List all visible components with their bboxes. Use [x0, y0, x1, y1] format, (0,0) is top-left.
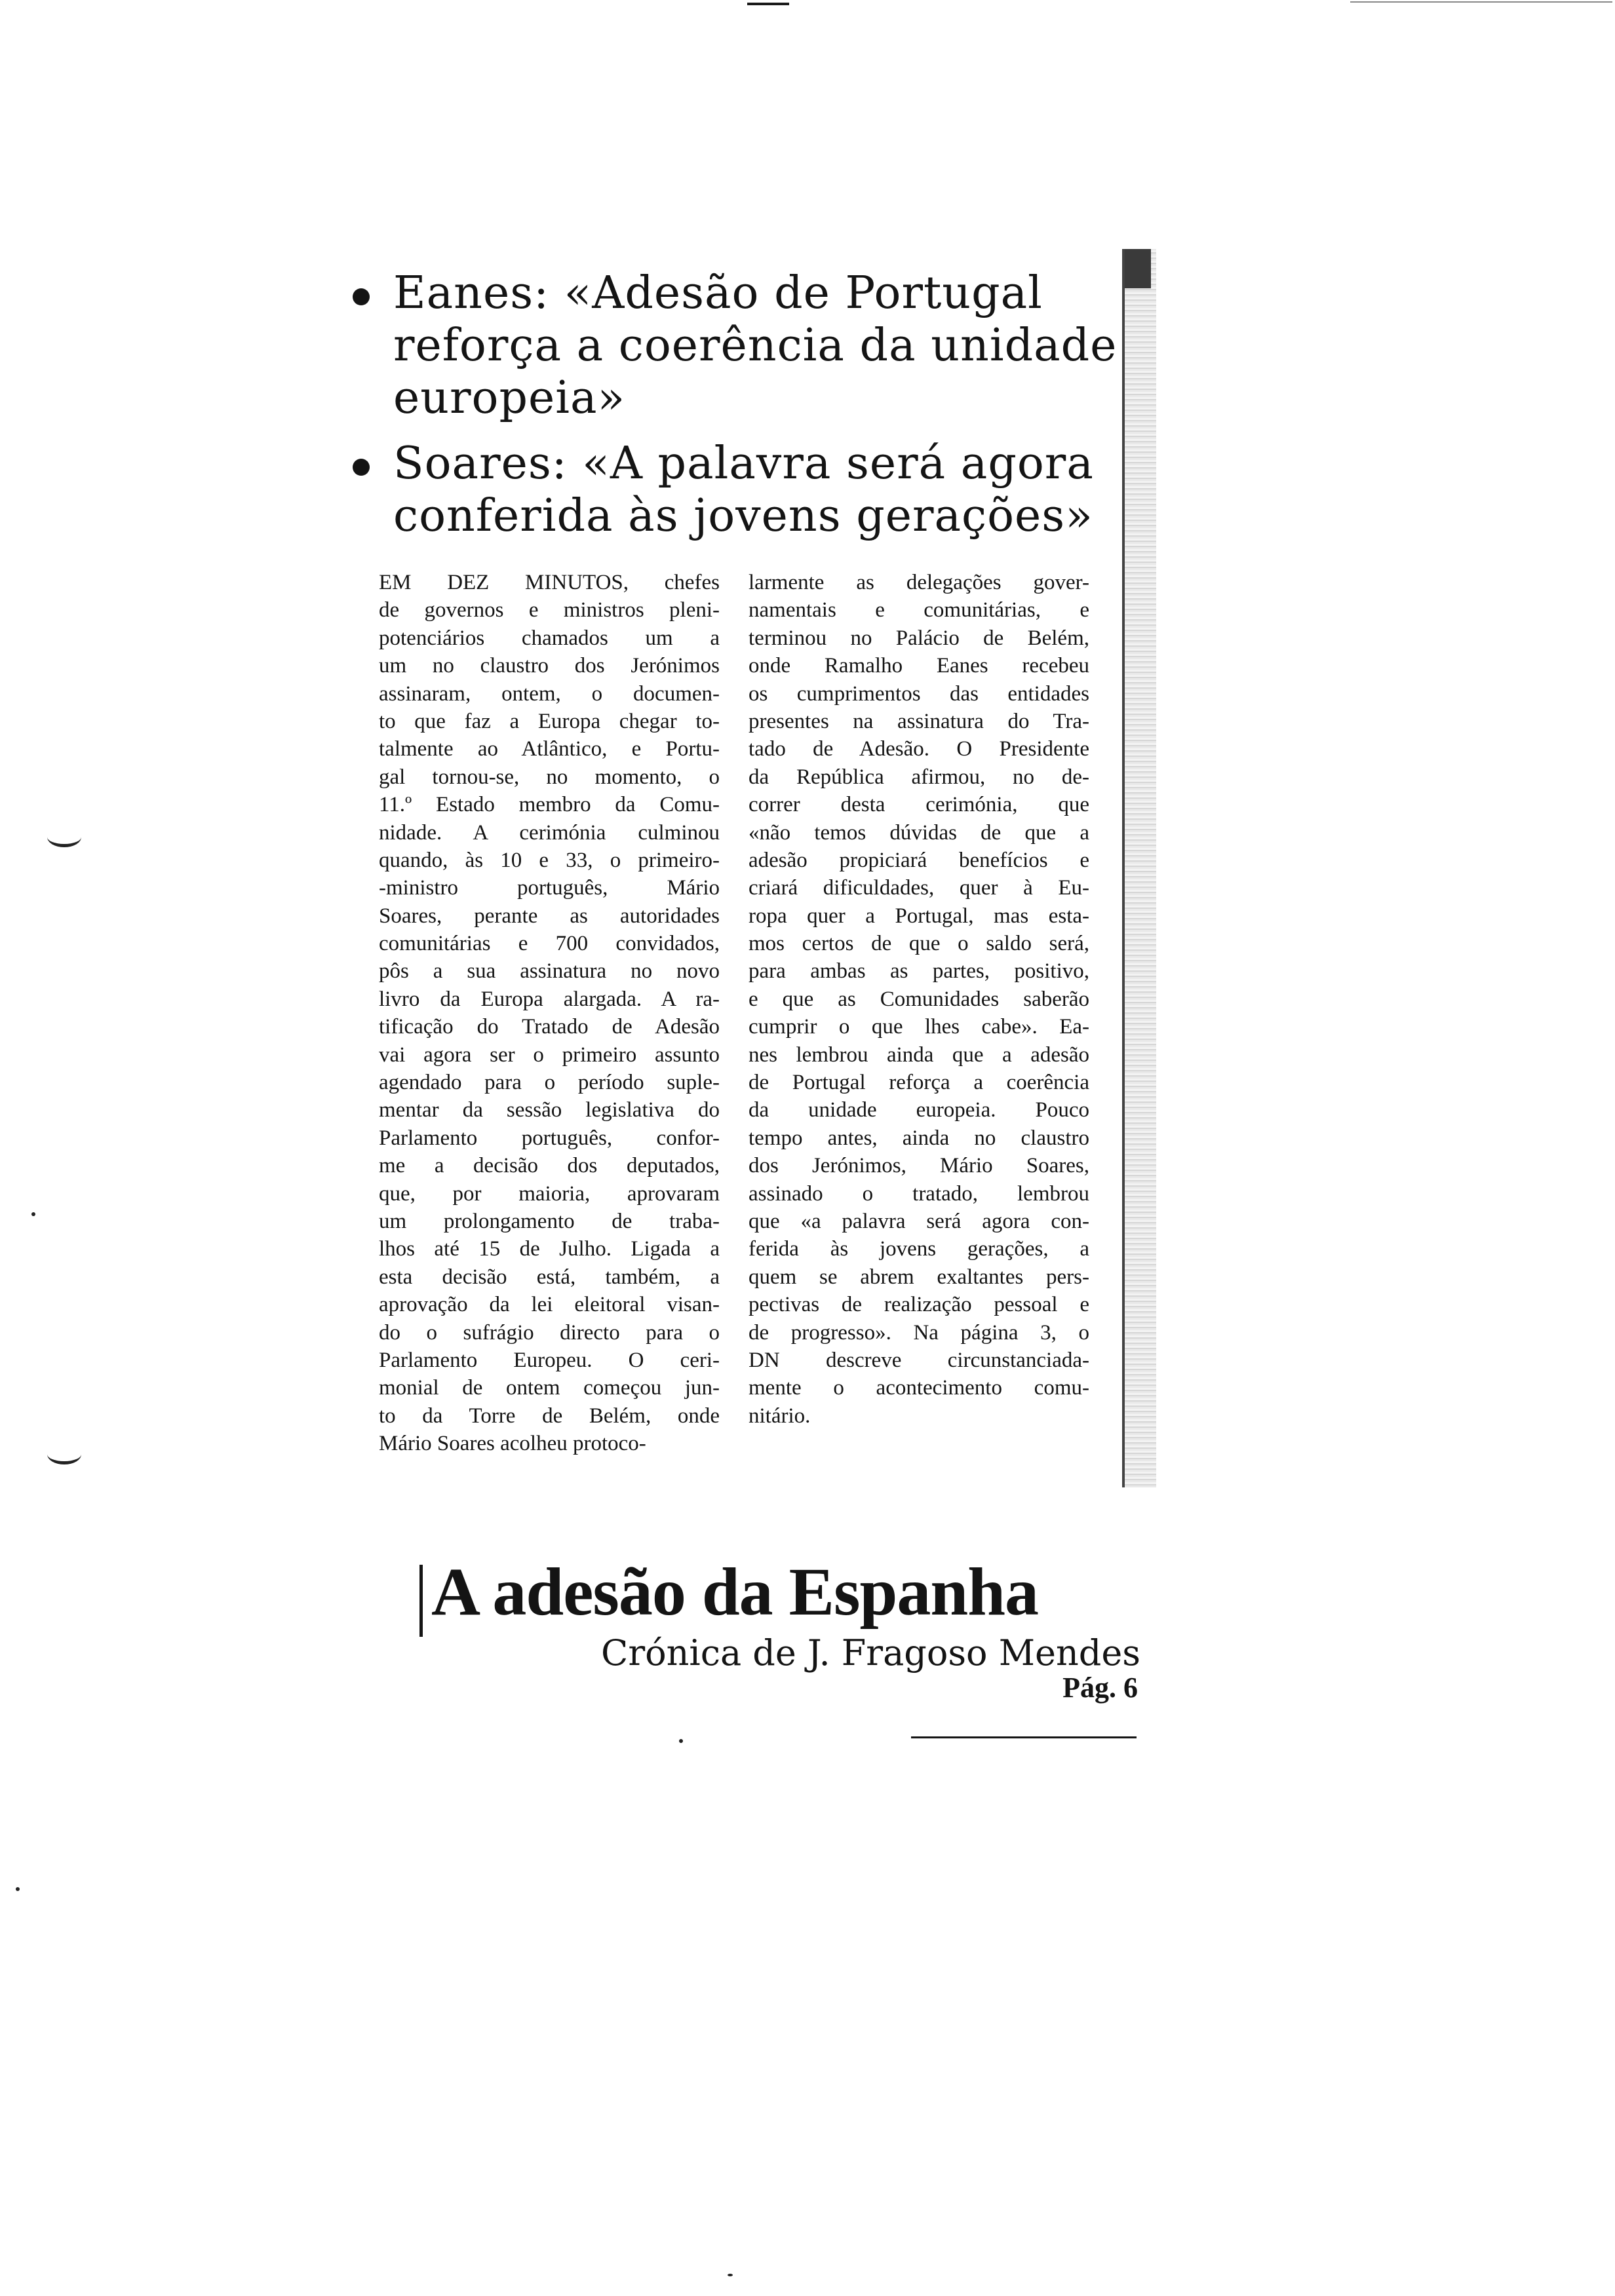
article-line: para ambas as partes, positivo,: [749, 959, 1089, 984]
teaser-byline: Crónica de J. Fragoso Mendes: [601, 1632, 1140, 1674]
article-line: aprovação da lei eleitoral visan-: [379, 1293, 720, 1317]
article-line: dos Jerónimos, Mário Soares,: [749, 1154, 1089, 1178]
article-line: onde Ramalho Eanes recebeu: [749, 654, 1089, 678]
bullet-icon: [353, 288, 370, 305]
article-line: de progresso». Na página 3, o: [749, 1320, 1089, 1345]
article-line: to que faz a Europa chegar to-: [379, 709, 720, 733]
article-line: DN descreve circunstanciada-: [749, 1348, 1089, 1372]
article-line: talmente ao Atlântico, e Portu-: [379, 737, 720, 761]
headline-text: Eanes: «Adesão de Portugal reforça a coerência da unidade europeia»: [393, 267, 1118, 424]
article-line: Soares, perante as autoridades: [379, 904, 720, 928]
article-line: de governos e ministros pleni-: [379, 598, 720, 622]
article-line: adesão propiciará benefícios e: [749, 848, 1089, 872]
article-line: criará dificuldades, quer à Eu-: [749, 876, 1089, 900]
article-line: monial de ontem começou jun-: [379, 1376, 720, 1400]
article-line: comunitárias e 700 convidados,: [379, 932, 720, 956]
article-line: os cumprimentos das entidades: [749, 681, 1089, 706]
clipping-border-shade: [1125, 249, 1151, 288]
teaser-page-reference: Pág. 6: [1062, 1672, 1138, 1704]
article-line: me a decisão dos deputados,: [379, 1154, 720, 1178]
article-line: esta decisão está, também, a: [379, 1265, 720, 1289]
article-line: nitário.: [749, 1404, 811, 1428]
article-line: gal tornou-se, no momento, o: [379, 765, 720, 789]
article-line: pectivas de realização pessoal e: [749, 1293, 1089, 1317]
scan-mark-top-right: [1350, 1, 1612, 3]
article-column-right: [749, 569, 1089, 1430]
article-line: um prolongamento de traba-: [379, 1209, 720, 1233]
scan-speck: [16, 1887, 20, 1891]
punch-hole-mark: [47, 827, 81, 847]
article-line: terminou no Palácio de Belém,: [749, 626, 1089, 650]
article-line: nidade. A cerimónia culminou: [379, 820, 720, 845]
article-line: nes lembrou ainda que a adesão: [749, 1043, 1089, 1067]
article-line: correr desta cerimónia, que: [749, 793, 1089, 817]
punch-hole-mark: [47, 1444, 81, 1464]
article-line: larmente as delegações gover-: [749, 571, 1089, 594]
article-line: assinaram, ontem, o documen-: [379, 681, 720, 706]
article-line: Parlamento português, confor-: [379, 1126, 720, 1150]
article-line: de Portugal reforça a coerência: [749, 1071, 1089, 1095]
article-line: 11.º Estado membro da Comu-: [379, 793, 720, 817]
scan-speck: [728, 2274, 733, 2276]
article-line: mos certos de que o saldo será,: [749, 932, 1089, 956]
article-line: mentar da sessão legislativa do: [379, 1098, 720, 1122]
teaser-bracket: [419, 1565, 423, 1637]
article-line: que, por maioria, aprovaram: [379, 1181, 720, 1206]
bullet-icon: [353, 459, 370, 476]
headline-eanes: [393, 267, 1127, 425]
article-line: presentes na assinatura do Tra-: [749, 709, 1089, 733]
article-line: mente o acontecimento comu-: [749, 1376, 1089, 1400]
scan-speck: [679, 1739, 683, 1743]
article-line: tificação do Tratado de Adesão: [379, 1015, 720, 1039]
article-line: to da Torre de Belém, onde: [379, 1404, 720, 1428]
scan-mark-top: [747, 3, 789, 5]
article-line: Mário Soares acolheu protoco-: [379, 1432, 646, 1456]
headline-soares: [393, 438, 1127, 543]
article-line: da República afirmou, no de-: [749, 765, 1089, 789]
article-column-left: [379, 569, 720, 1458]
article-line: quem se abrem exaltantes pers-: [749, 1265, 1089, 1289]
clipping-right-border: [1122, 249, 1156, 1487]
bottom-rule: [911, 1736, 1137, 1738]
article-line: -ministro português, Mário: [379, 876, 720, 900]
article-line: namentais e comunitárias, e: [749, 598, 1089, 622]
article-line: potenciários chamados um a: [379, 626, 720, 650]
article-line: da unidade europeia. Pouco: [749, 1098, 1089, 1122]
article-line: Parlamento Europeu. O ceri-: [379, 1348, 720, 1372]
article-line: cumprir o que lhes cabe». Ea-: [749, 1015, 1089, 1039]
article-line: um no claustro dos Jerónimos: [379, 654, 720, 678]
article-line: agendado para o período suple-: [379, 1071, 720, 1095]
article-line: pôs a sua assinatura no novo: [379, 959, 720, 984]
article-line: tempo antes, ainda no claustro: [749, 1126, 1089, 1150]
article-line: EM DEZ MINUTOS, chefes: [379, 571, 720, 594]
article-line: tado de Adesão. O Presidente: [749, 737, 1089, 761]
article-line: «não temos dúvidas de que a: [749, 820, 1089, 845]
article-line: que «a palavra será agora con-: [749, 1209, 1089, 1233]
article-line: livro da Europa alargada. A ra-: [379, 987, 720, 1011]
article-line: quando, às 10 e 33, o primeiro-: [379, 848, 720, 872]
article-line: vai agora ser o primeiro assunto: [379, 1043, 720, 1067]
article-line: e que as Comunidades saberão: [749, 987, 1089, 1011]
article-line: ferida às jovens gerações, a: [749, 1237, 1089, 1261]
article-line: ropa quer a Portugal, mas esta-: [749, 904, 1089, 928]
article-line: do o sufrágio directo para o: [379, 1320, 720, 1345]
teaser-title: A adesão da Espanha: [431, 1554, 1039, 1630]
article-line: lhos até 15 de Julho. Ligada a: [379, 1237, 720, 1261]
headline-text: Soares: «A palavra será agora conferida às jovens gerações»: [393, 438, 1094, 542]
scan-speck: [31, 1212, 35, 1216]
article-line: assinado o tratado, lembrou: [749, 1181, 1089, 1206]
